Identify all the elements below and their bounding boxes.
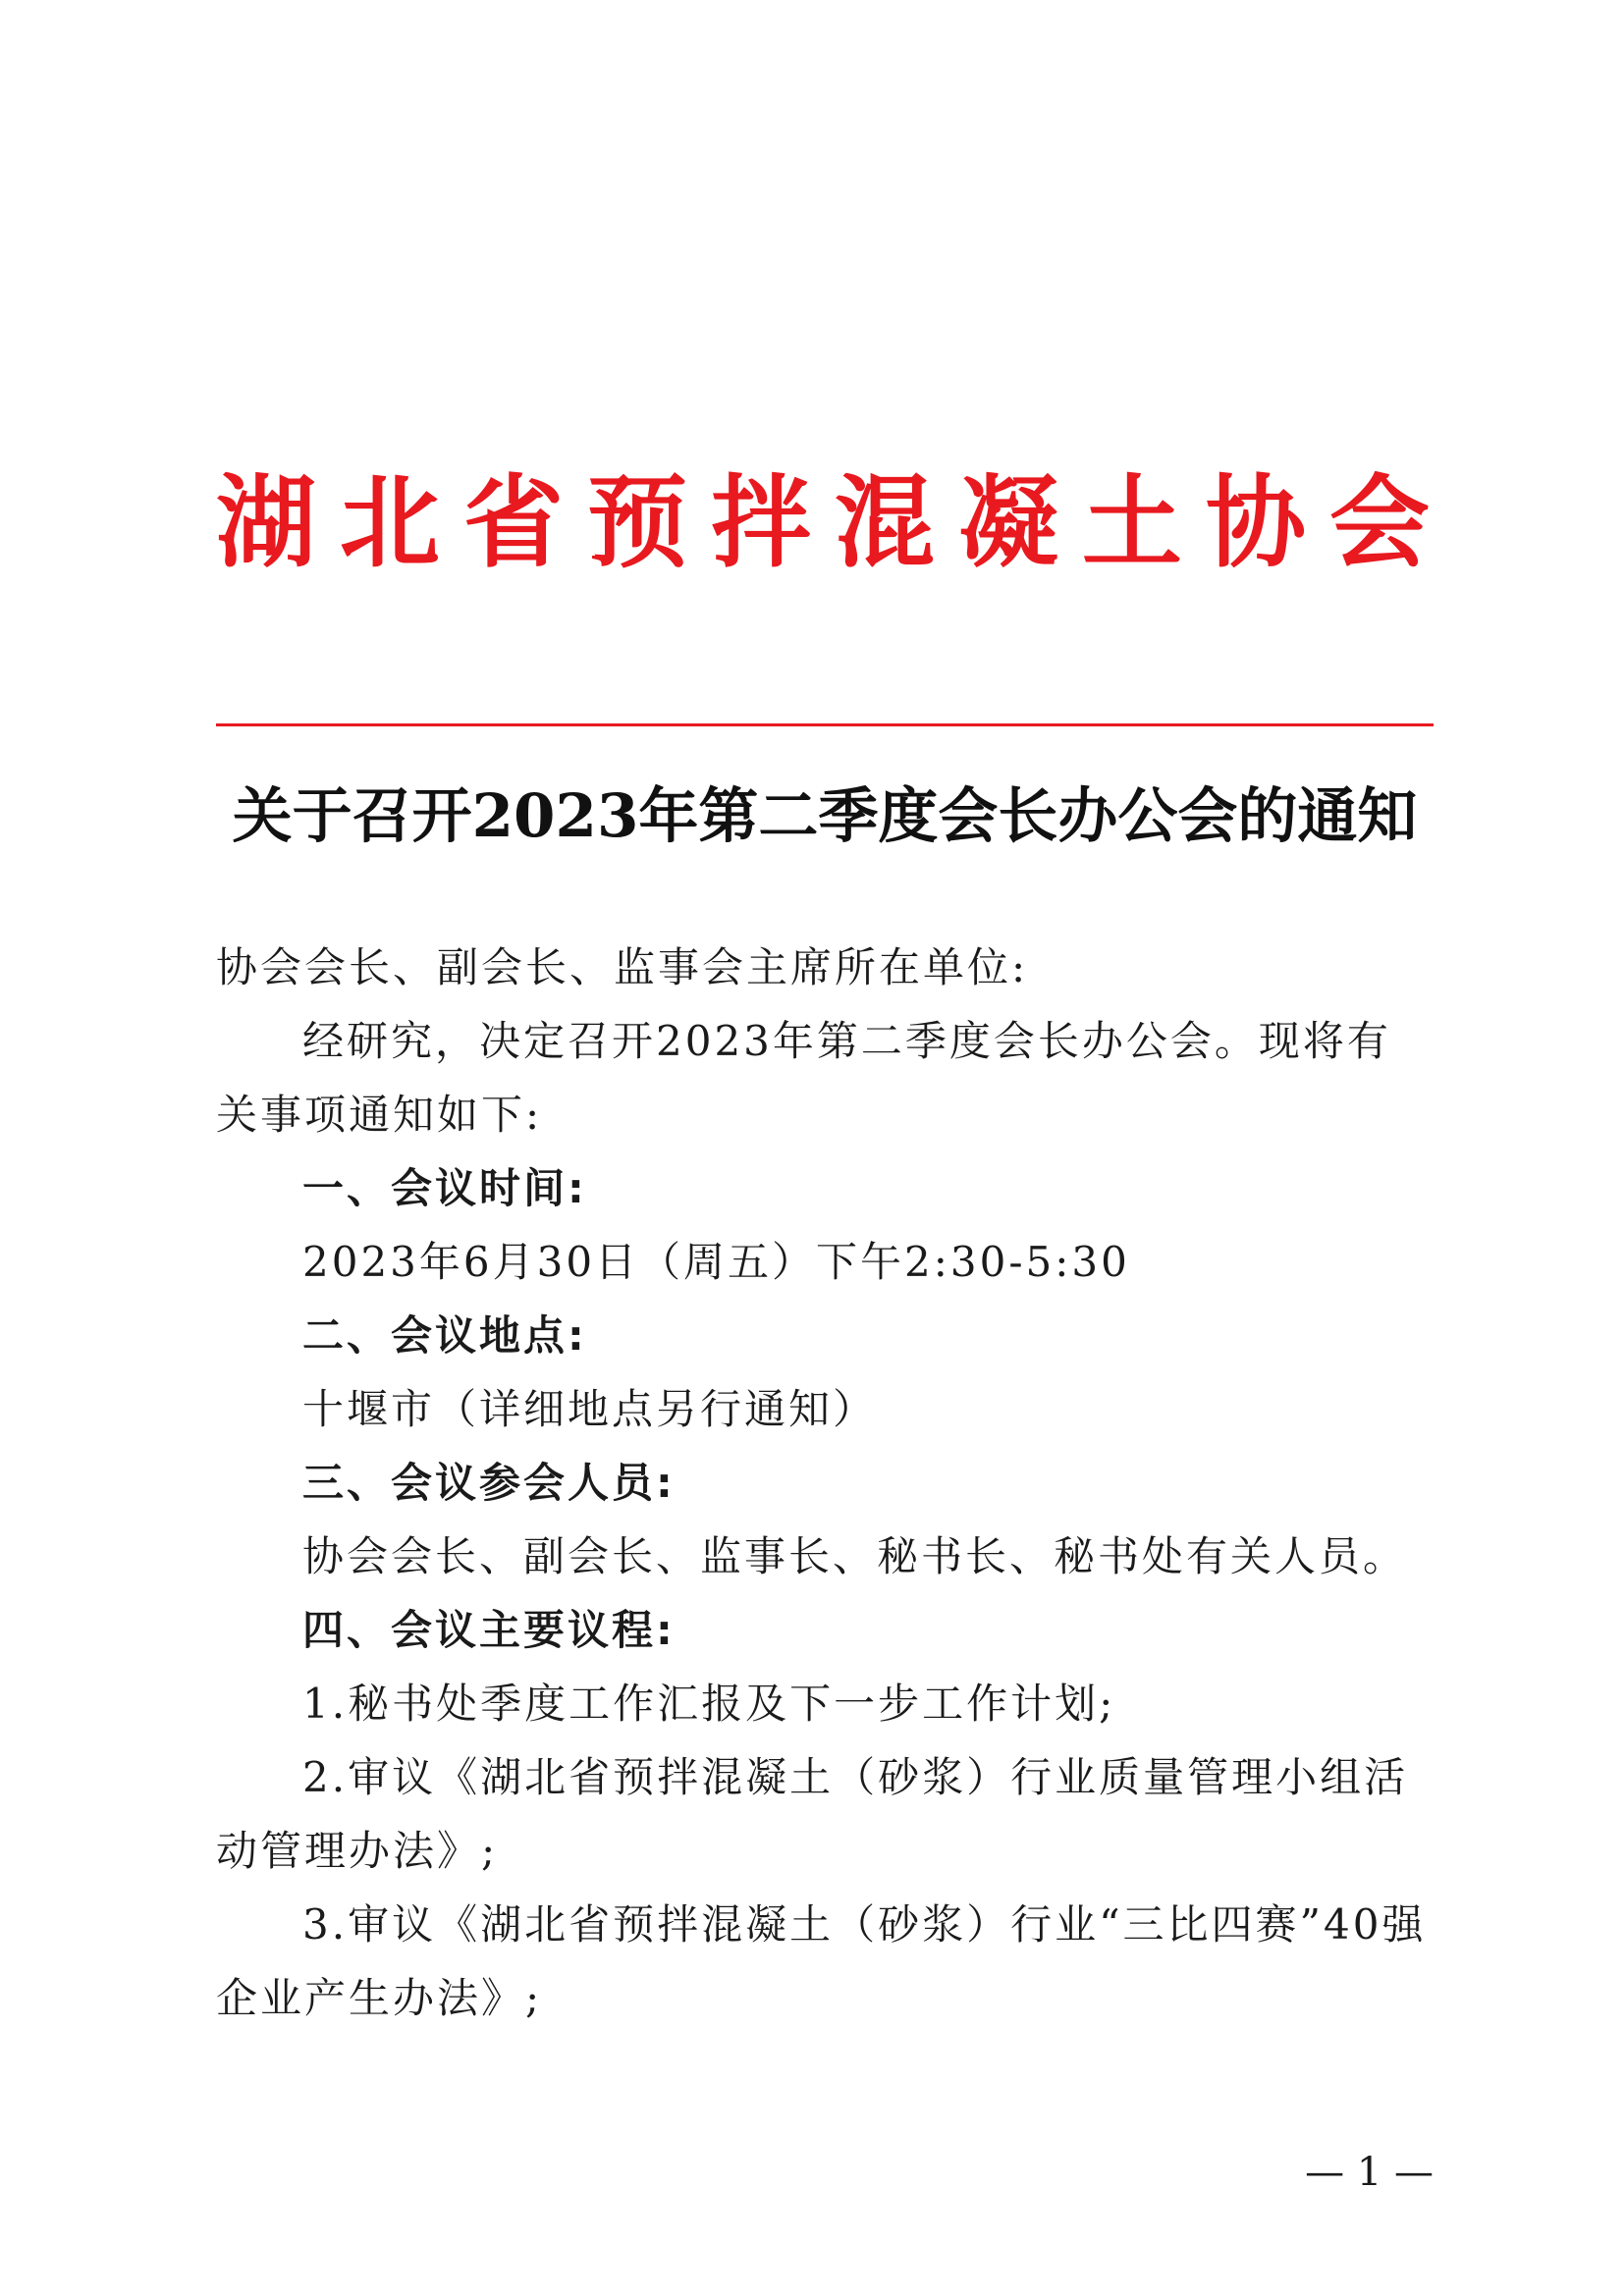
meeting-time: 2023年6月30日（周五）下午2:30-5:30 [302,1238,1130,1286]
intro-paragraph: 经研究，决定召开2023年第二季度会长办公会。现将有关事项通知如下: [216,1017,1391,1139]
salutation: 协会会长、副会长、监事会主席所在单位: [216,943,1029,991]
meeting-attendees: 协会会长、副会长、监事长、秘书长、秘书处有关人员。 [302,1532,1408,1580]
agenda-item: 2.审议《湖北省预拌混凝土（砂浆）行业质量管理小组活动管理办法》; [216,1753,1409,1875]
agenda-item: 3.审议《湖北省预拌混凝土（砂浆）行业“三比四赛”40强企业产生办法》; [216,1900,1427,2022]
agenda-item: 1.秘书处季度工作汇报及下一步工作计划; [302,1680,1116,1728]
section-heading-location: 二、会议地点: [302,1311,587,1360]
document-body [216,931,1434,2035]
header-divider-line [216,723,1434,726]
meeting-location: 十堰市（详细地点另行通知） [302,1385,878,1433]
organization-header: 湖北省预拌混凝土协会 [216,464,1453,582]
section-heading-agenda: 四、会议主要议程: [302,1606,676,1654]
section-heading-time: 一、会议时间: [302,1164,587,1212]
document-title: 关于召开2023年第二季度会长办公会的通知 [232,781,1418,851]
page-number: — 1 — [1305,2150,1434,2195]
section-heading-attendees: 三、会议参会人员: [302,1459,676,1507]
